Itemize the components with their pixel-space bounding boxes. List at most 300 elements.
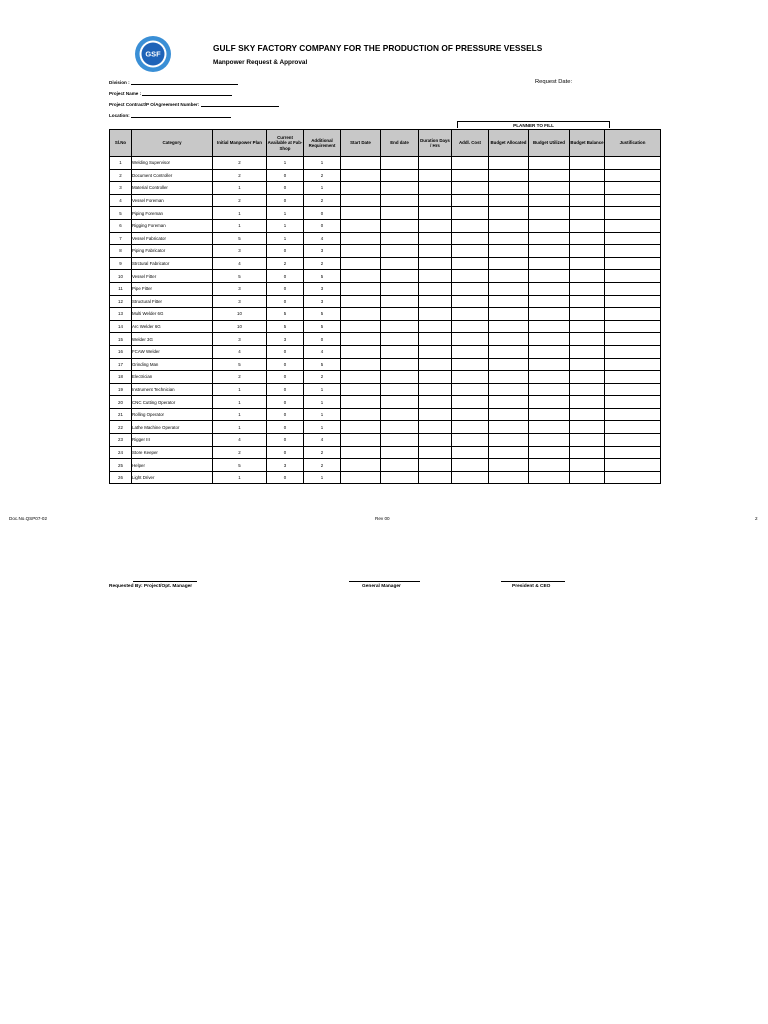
cell-empty-input[interactable] — [381, 295, 419, 308]
cell-initial-plan: 5 — [213, 358, 267, 371]
cell-empty-input[interactable] — [529, 194, 570, 207]
cell-category: Rigging Foreman — [132, 219, 213, 232]
cell-empty-input[interactable] — [489, 270, 529, 283]
cell-empty-input[interactable] — [341, 169, 381, 182]
cell-initial-plan: 10 — [213, 308, 267, 321]
cell-current-available: 0 — [267, 358, 304, 371]
cell-empty-input[interactable] — [452, 333, 489, 346]
cell-slno: 12 — [110, 295, 132, 308]
cell-empty-input[interactable] — [341, 308, 381, 321]
cell-empty-input[interactable] — [529, 320, 570, 333]
cell-initial-plan: 5 — [213, 270, 267, 283]
cell-empty-input[interactable] — [381, 333, 419, 346]
cell-slno: 17 — [110, 358, 132, 371]
cell-empty-input[interactable] — [529, 169, 570, 182]
cell-additional: 1 — [304, 182, 341, 195]
cell-empty-input[interactable] — [489, 333, 529, 346]
cell-empty-input[interactable] — [489, 232, 529, 245]
cell-empty-input[interactable] — [381, 282, 419, 295]
cell-empty-input[interactable] — [570, 383, 605, 396]
cell-empty-input[interactable] — [605, 383, 661, 396]
cell-empty-input[interactable] — [529, 396, 570, 409]
cell-empty-input[interactable] — [381, 408, 419, 421]
cell-empty-input[interactable] — [381, 446, 419, 459]
cell-empty-input[interactable] — [570, 182, 605, 195]
cell-empty-input[interactable] — [605, 295, 661, 308]
form-subtitle: Manpower Request & Approval — [213, 59, 308, 66]
cell-empty-input[interactable] — [529, 207, 570, 220]
cell-empty-input[interactable] — [341, 396, 381, 409]
cell-slno: 5 — [110, 207, 132, 220]
cell-empty-input[interactable] — [489, 358, 529, 371]
cell-current-available: 3 — [267, 333, 304, 346]
cell-empty-input[interactable] — [605, 371, 661, 384]
cell-slno: 3 — [110, 182, 132, 195]
cell-empty-input[interactable] — [419, 245, 452, 258]
cell-empty-input[interactable] — [341, 157, 381, 170]
cell-empty-input[interactable] — [529, 245, 570, 258]
cell-empty-input[interactable] — [419, 219, 452, 232]
cell-empty-input[interactable] — [570, 471, 605, 484]
cell-empty-input[interactable] — [489, 295, 529, 308]
cell-empty-input[interactable] — [489, 182, 529, 195]
cell-current-available: 0 — [267, 282, 304, 295]
cell-empty-input[interactable] — [489, 308, 529, 321]
cell-empty-input[interactable] — [381, 207, 419, 220]
cell-empty-input[interactable] — [341, 320, 381, 333]
cell-empty-input[interactable] — [452, 207, 489, 220]
cell-empty-input[interactable] — [529, 446, 570, 459]
cell-empty-input[interactable] — [605, 408, 661, 421]
cell-empty-input[interactable] — [452, 320, 489, 333]
cell-empty-input[interactable] — [419, 169, 452, 182]
cell-empty-input[interactable] — [570, 219, 605, 232]
cell-current-available: 1 — [267, 219, 304, 232]
cell-empty-input[interactable] — [419, 471, 452, 484]
cell-empty-input[interactable] — [605, 219, 661, 232]
cell-empty-input[interactable] — [452, 295, 489, 308]
cell-empty-input[interactable] — [489, 459, 529, 472]
cell-empty-input[interactable] — [489, 169, 529, 182]
col-header-slno: Sl.No — [110, 130, 132, 157]
location-label: Location: — [109, 113, 130, 118]
cell-empty-input[interactable] — [341, 245, 381, 258]
cell-empty-input[interactable] — [489, 471, 529, 484]
cell-empty-input[interactable] — [381, 245, 419, 258]
cell-empty-input[interactable] — [570, 207, 605, 220]
project-name-label: Project Name : — [109, 91, 142, 96]
cell-current-available: 0 — [267, 434, 304, 447]
cell-empty-input[interactable] — [341, 383, 381, 396]
cell-empty-input[interactable] — [419, 358, 452, 371]
cell-empty-input[interactable] — [489, 157, 529, 170]
cell-empty-input[interactable] — [419, 408, 452, 421]
cell-empty-input[interactable] — [341, 207, 381, 220]
cell-slno: 26 — [110, 471, 132, 484]
cell-empty-input[interactable] — [489, 408, 529, 421]
cell-empty-input[interactable] — [529, 257, 570, 270]
cell-empty-input[interactable] — [341, 408, 381, 421]
cell-slno: 13 — [110, 308, 132, 321]
doc-number: Doc.No.QSP07-02 — [9, 516, 48, 521]
cell-category: Vessel Foreman — [132, 194, 213, 207]
cell-empty-input[interactable] — [489, 383, 529, 396]
cell-empty-input[interactable] — [570, 345, 605, 358]
table-row — [110, 434, 661, 447]
cell-empty-input[interactable] — [570, 245, 605, 258]
cell-empty-input[interactable] — [419, 295, 452, 308]
cell-empty-input[interactable] — [489, 194, 529, 207]
cell-empty-input[interactable] — [452, 408, 489, 421]
cell-empty-input[interactable] — [341, 345, 381, 358]
cell-empty-input[interactable] — [605, 232, 661, 245]
cell-empty-input[interactable] — [489, 446, 529, 459]
cell-additional: 5 — [304, 358, 341, 371]
table-row — [110, 157, 661, 170]
cell-empty-input[interactable] — [605, 471, 661, 484]
cell-empty-input[interactable] — [452, 358, 489, 371]
cell-empty-input[interactable] — [381, 358, 419, 371]
cell-empty-input[interactable] — [419, 459, 452, 472]
cell-slno: 24 — [110, 446, 132, 459]
cell-category: Vessel Fabricator — [132, 232, 213, 245]
cell-empty-input[interactable] — [419, 333, 452, 346]
cell-empty-input[interactable] — [452, 194, 489, 207]
cell-empty-input[interactable] — [605, 421, 661, 434]
cell-slno: 8 — [110, 245, 132, 258]
cell-empty-input[interactable] — [452, 345, 489, 358]
cell-current-available: 0 — [267, 245, 304, 258]
cell-empty-input[interactable] — [529, 157, 570, 170]
cell-empty-input[interactable] — [381, 270, 419, 283]
cell-empty-input[interactable] — [341, 358, 381, 371]
cell-empty-input[interactable] — [341, 194, 381, 207]
cell-slno: 16 — [110, 345, 132, 358]
cell-empty-input[interactable] — [341, 434, 381, 447]
cell-initial-plan: 4 — [213, 434, 267, 447]
cell-empty-input[interactable] — [605, 182, 661, 195]
cell-empty-input[interactable] — [570, 459, 605, 472]
cell-empty-input[interactable] — [605, 358, 661, 371]
cell-additional: 2 — [304, 169, 341, 182]
cell-empty-input[interactable] — [341, 446, 381, 459]
cell-initial-plan: 1 — [213, 219, 267, 232]
cell-current-available: 0 — [267, 295, 304, 308]
cell-initial-plan: 5 — [213, 459, 267, 472]
cell-empty-input[interactable] — [452, 434, 489, 447]
table-row — [110, 194, 661, 207]
cell-empty-input[interactable] — [570, 446, 605, 459]
cell-empty-input[interactable] — [452, 219, 489, 232]
logo-text: GSF — [145, 49, 161, 59]
cell-empty-input[interactable] — [570, 232, 605, 245]
cell-empty-input[interactable] — [381, 471, 419, 484]
cell-empty-input[interactable] — [381, 182, 419, 195]
cell-empty-input[interactable] — [341, 459, 381, 472]
cell-empty-input[interactable] — [605, 320, 661, 333]
cell-empty-input[interactable] — [605, 257, 661, 270]
cell-current-available: 0 — [267, 446, 304, 459]
cell-empty-input[interactable] — [489, 320, 529, 333]
cell-empty-input[interactable] — [605, 345, 661, 358]
cell-current-available: 0 — [267, 345, 304, 358]
cell-empty-input[interactable] — [381, 396, 419, 409]
cell-empty-input[interactable] — [419, 320, 452, 333]
cell-empty-input[interactable] — [529, 345, 570, 358]
cell-empty-input[interactable] — [570, 282, 605, 295]
cell-current-available: 0 — [267, 270, 304, 283]
cell-empty-input[interactable] — [381, 257, 419, 270]
cell-empty-input[interactable] — [419, 182, 452, 195]
cell-category: Rigger III — [132, 434, 213, 447]
cell-empty-input[interactable] — [529, 282, 570, 295]
col-header-budget-balance: Budget Balance — [570, 130, 605, 157]
cell-slno: 25 — [110, 459, 132, 472]
cell-empty-input[interactable] — [419, 396, 452, 409]
cell-initial-plan: 2 — [213, 446, 267, 459]
general-manager-label: General Manager — [362, 584, 401, 589]
cell-empty-input[interactable] — [419, 446, 452, 459]
cell-empty-input[interactable] — [381, 157, 419, 170]
cell-empty-input[interactable] — [341, 471, 381, 484]
cell-empty-input[interactable] — [489, 434, 529, 447]
cell-empty-input[interactable] — [381, 308, 419, 321]
cell-empty-input[interactable] — [529, 459, 570, 472]
cell-empty-input[interactable] — [341, 421, 381, 434]
cell-slno: 11 — [110, 282, 132, 295]
cell-empty-input[interactable] — [529, 408, 570, 421]
col-header-current-available: Current Available at Fab-Shop — [267, 130, 304, 157]
cell-empty-input[interactable] — [570, 295, 605, 308]
cell-empty-input[interactable] — [419, 157, 452, 170]
cell-empty-input[interactable] — [605, 207, 661, 220]
division-field[interactable] — [109, 80, 238, 85]
cell-empty-input[interactable] — [570, 194, 605, 207]
cell-empty-input[interactable] — [570, 371, 605, 384]
cell-empty-input[interactable] — [452, 383, 489, 396]
project-name-field[interactable] — [109, 91, 232, 96]
cell-empty-input[interactable] — [381, 219, 419, 232]
cell-empty-input[interactable] — [341, 282, 381, 295]
cell-empty-input[interactable] — [341, 371, 381, 384]
cell-empty-input[interactable] — [452, 282, 489, 295]
cell-empty-input[interactable] — [452, 257, 489, 270]
cell-empty-input[interactable] — [381, 320, 419, 333]
cell-current-available: 1 — [267, 232, 304, 245]
cell-empty-input[interactable] — [419, 207, 452, 220]
cell-additional: 4 — [304, 232, 341, 245]
cell-empty-input[interactable] — [489, 245, 529, 258]
cell-empty-input[interactable] — [529, 434, 570, 447]
cell-empty-input[interactable] — [452, 371, 489, 384]
cell-empty-input[interactable] — [419, 345, 452, 358]
cell-empty-input[interactable] — [570, 308, 605, 321]
cell-empty-input[interactable] — [570, 396, 605, 409]
cell-empty-input[interactable] — [452, 308, 489, 321]
cell-empty-input[interactable] — [341, 270, 381, 283]
cell-empty-input[interactable] — [605, 157, 661, 170]
cell-additional: 1 — [304, 421, 341, 434]
cell-empty-input[interactable] — [605, 308, 661, 321]
cell-empty-input[interactable] — [419, 232, 452, 245]
location-field[interactable] — [109, 113, 231, 118]
cell-empty-input[interactable] — [489, 219, 529, 232]
cell-empty-input[interactable] — [570, 434, 605, 447]
cell-empty-input[interactable] — [570, 358, 605, 371]
cell-additional: 2 — [304, 257, 341, 270]
cell-empty-input[interactable] — [529, 371, 570, 384]
cell-empty-input[interactable] — [605, 194, 661, 207]
cell-empty-input[interactable] — [605, 434, 661, 447]
cell-empty-input[interactable] — [381, 434, 419, 447]
cell-empty-input[interactable] — [570, 169, 605, 182]
cell-empty-input[interactable] — [341, 219, 381, 232]
table-row — [110, 232, 661, 245]
cell-empty-input[interactable] — [605, 270, 661, 283]
cell-slno: 14 — [110, 320, 132, 333]
cell-empty-input[interactable] — [341, 182, 381, 195]
cell-additional: 1 — [304, 396, 341, 409]
cell-empty-input[interactable] — [381, 371, 419, 384]
cell-empty-input[interactable] — [529, 421, 570, 434]
cell-initial-plan: 2 — [213, 371, 267, 384]
cell-empty-input[interactable] — [605, 446, 661, 459]
cell-current-available: 0 — [267, 169, 304, 182]
cell-empty-input[interactable] — [605, 459, 661, 472]
cell-empty-input[interactable] — [419, 371, 452, 384]
cell-empty-input[interactable] — [529, 232, 570, 245]
cell-empty-input[interactable] — [381, 383, 419, 396]
cell-category: Multi Welder 6G — [132, 308, 213, 321]
cell-empty-input[interactable] — [489, 396, 529, 409]
cell-slno: 23 — [110, 434, 132, 447]
col-header-end-date: End date — [381, 130, 419, 157]
cell-empty-input[interactable] — [452, 446, 489, 459]
cell-category: Arc Welder 6G — [132, 320, 213, 333]
cell-empty-input[interactable] — [605, 396, 661, 409]
cell-empty-input[interactable] — [529, 333, 570, 346]
cell-empty-input[interactable] — [452, 232, 489, 245]
requested-by-label: Requested By: Project/Opt. Manager — [109, 584, 193, 589]
table-row — [110, 282, 661, 295]
cell-empty-input[interactable] — [419, 194, 452, 207]
cell-slno: 4 — [110, 194, 132, 207]
cell-empty-input[interactable] — [419, 282, 452, 295]
cell-empty-input[interactable] — [605, 333, 661, 346]
company-logo — [134, 35, 172, 73]
cell-empty-input[interactable] — [489, 421, 529, 434]
cell-empty-input[interactable] — [452, 270, 489, 283]
cell-empty-input[interactable] — [419, 270, 452, 283]
cell-empty-input[interactable] — [341, 257, 381, 270]
cell-current-available: 2 — [267, 257, 304, 270]
cell-empty-input[interactable] — [570, 157, 605, 170]
cell-category: Instrument Technician — [132, 383, 213, 396]
col-header-budget-utilized: Budget Utilized — [529, 130, 570, 157]
cell-empty-input[interactable] — [489, 207, 529, 220]
col-header-start-date: Start Date — [341, 130, 381, 157]
cell-empty-input[interactable] — [381, 459, 419, 472]
cell-empty-input[interactable] — [419, 383, 452, 396]
cell-empty-input[interactable] — [529, 270, 570, 283]
table-row — [110, 308, 661, 321]
cell-empty-input[interactable] — [419, 257, 452, 270]
cell-category: Helper — [132, 459, 213, 472]
cell-empty-input[interactable] — [419, 421, 452, 434]
cell-empty-input[interactable] — [489, 345, 529, 358]
cell-additional: 3 — [304, 245, 341, 258]
cell-empty-input[interactable] — [452, 471, 489, 484]
cell-empty-input[interactable] — [419, 308, 452, 321]
cell-empty-input[interactable] — [452, 182, 489, 195]
project-contract-field[interactable] — [109, 102, 279, 107]
cell-empty-input[interactable] — [489, 282, 529, 295]
cell-empty-input[interactable] — [381, 169, 419, 182]
cell-empty-input[interactable] — [529, 471, 570, 484]
cell-empty-input[interactable] — [452, 396, 489, 409]
cell-empty-input[interactable] — [529, 295, 570, 308]
cell-empty-input[interactable] — [489, 371, 529, 384]
cell-empty-input[interactable] — [381, 232, 419, 245]
col-header-justification: Justification — [605, 130, 661, 157]
cell-empty-input[interactable] — [570, 408, 605, 421]
cell-empty-input[interactable] — [570, 333, 605, 346]
col-header-initial-plan: Initial Manpower Plan — [213, 130, 267, 157]
cell-empty-input[interactable] — [570, 421, 605, 434]
cell-initial-plan: 1 — [213, 421, 267, 434]
cell-category: Rolling Operator — [132, 408, 213, 421]
cell-category: Pipe Fitter — [132, 282, 213, 295]
cell-category: CNC Cutting Operator — [132, 396, 213, 409]
cell-empty-input[interactable] — [452, 459, 489, 472]
cell-empty-input[interactable] — [452, 421, 489, 434]
cell-initial-plan: 3 — [213, 295, 267, 308]
cell-initial-plan: 10 — [213, 320, 267, 333]
cell-empty-input[interactable] — [419, 434, 452, 447]
cell-empty-input[interactable] — [605, 169, 661, 182]
cell-empty-input[interactable] — [341, 295, 381, 308]
cell-empty-input[interactable] — [529, 383, 570, 396]
cell-empty-input[interactable] — [529, 308, 570, 321]
cell-empty-input[interactable] — [529, 358, 570, 371]
cell-empty-input[interactable] — [381, 194, 419, 207]
cell-empty-input[interactable] — [381, 345, 419, 358]
cell-empty-input[interactable] — [452, 245, 489, 258]
cell-empty-input[interactable] — [452, 157, 489, 170]
col-header-additional: Additional Requirement — [304, 130, 341, 157]
cell-category: Electrician — [132, 371, 213, 384]
cell-current-available: 0 — [267, 383, 304, 396]
cell-empty-input[interactable] — [452, 169, 489, 182]
cell-additional: 1 — [304, 471, 341, 484]
cell-empty-input[interactable] — [381, 421, 419, 434]
cell-empty-input[interactable] — [570, 257, 605, 270]
table-row — [110, 257, 661, 270]
cell-empty-input[interactable] — [605, 282, 661, 295]
cell-empty-input[interactable] — [529, 219, 570, 232]
cell-empty-input[interactable] — [341, 232, 381, 245]
division-line — [131, 80, 238, 85]
cell-empty-input[interactable] — [489, 257, 529, 270]
cell-empty-input[interactable] — [341, 333, 381, 346]
cell-empty-input[interactable] — [570, 270, 605, 283]
cell-category: Piping Foreman — [132, 207, 213, 220]
cell-empty-input[interactable] — [605, 245, 661, 258]
cell-empty-input[interactable] — [529, 182, 570, 195]
cell-initial-plan: 4 — [213, 257, 267, 270]
cell-empty-input[interactable] — [570, 320, 605, 333]
col-header-duration: Duration Days / Hrs — [419, 130, 452, 157]
